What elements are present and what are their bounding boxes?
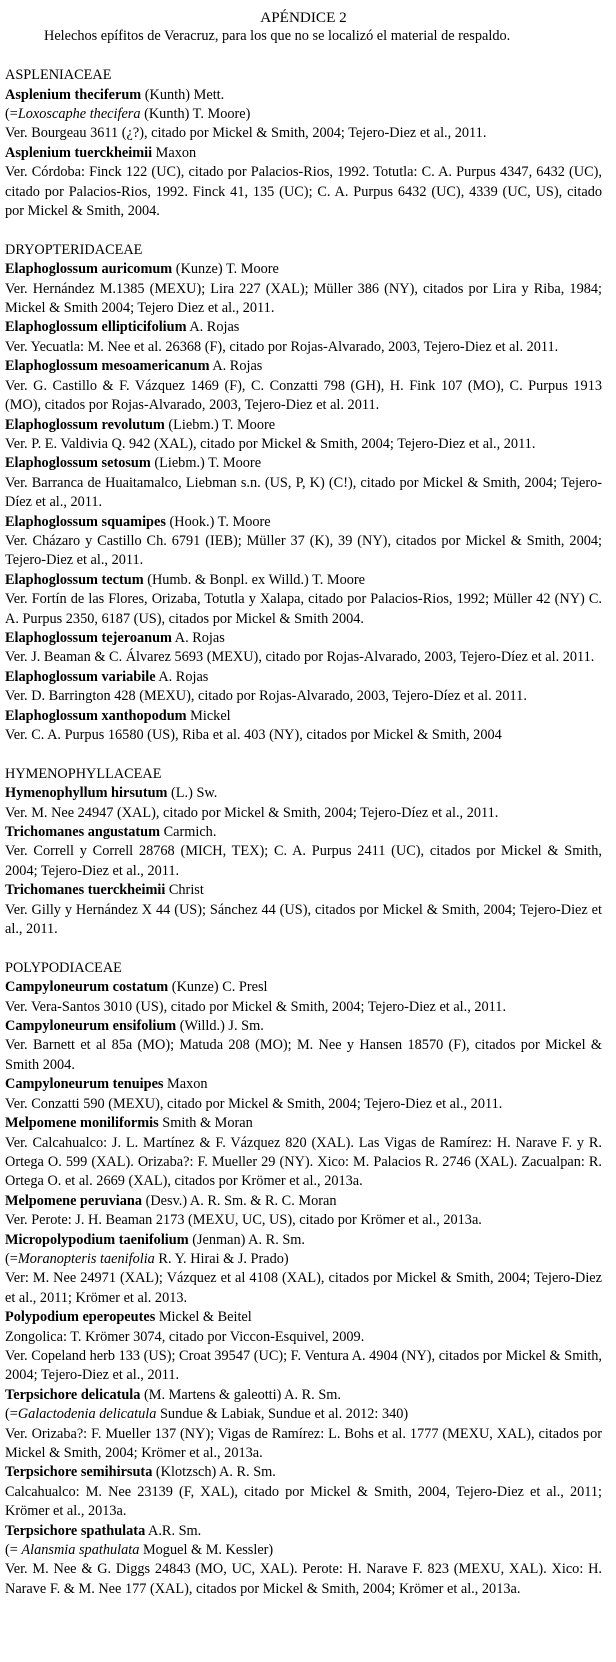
species-name: Campyloneurum costatum (5, 979, 169, 996)
citation-paragraph: Ver. Barnett et al 85a (MO); Matuda 208 (MO); M. Nee y Hansen 18570 (F), citados por Mickel & Smith 2004. (5, 1037, 602, 1073)
citation-paragraph: Ver. Calcahualco: J. L. Martínez & F. Vázquez 820 (XAL). Las Vigas de Ramírez: H. Narave F. y R. Ortega O. 599 (XAL). Orizaba?: F. Mueller 29 (NY). Xico: M. Palacios R. 2746 (XAL). Zacualpan: R. Ortega O. et al. 2669 (XAL), citados por Krömer et al., 2013a. (5, 1134, 602, 1190)
species-name: Terpsichore semihirsuta (5, 1464, 153, 1481)
species-heading (5, 357, 602, 376)
synonym-open-paren: (= (5, 1406, 18, 1423)
species-heading (5, 1017, 602, 1036)
species-heading (5, 629, 602, 648)
species-heading (5, 823, 602, 842)
species-heading (5, 1463, 602, 1482)
species-entry (5, 513, 602, 571)
species-heading (5, 784, 602, 803)
species-authority: A. Rojas (155, 668, 209, 685)
citation-paragraph: Ver. Córdoba: Finck 122 (UC), citado por Palacios-Rios, 1992. Totutla: C. A. Purpus 4347, 6432 (UC), citado por Palacios-Rios, 1992. Finck 41, 135 (UC); C. A. Purpus 6432 (UC), 4339 (UC, US), citado por Mickel & Smith, 2004. (5, 164, 602, 220)
synonym-authority: (Kunth) T. Moore) (140, 106, 251, 123)
species-heading (5, 571, 602, 590)
species-heading (5, 86, 602, 105)
species-entry (5, 784, 602, 823)
species-name: Elaphoglossum squamipes (5, 513, 166, 530)
species-authority: (Kunze) T. Moore (172, 261, 279, 278)
species-heading (5, 1386, 602, 1405)
species-entry (5, 260, 602, 318)
species-heading (5, 1192, 602, 1211)
species-name: Elaphoglossum xanthopodum (5, 707, 187, 724)
species-heading (5, 1075, 602, 1094)
species-authority: Maxon (152, 144, 197, 161)
family-section (5, 959, 602, 1599)
citation-paragraph: Ver. Fortín de las Flores, Orizaba, Totutla y Xalapa, citado por Palacios-Rios, 1992; Müller 42 (NY) C. A. Purpus 2350, 6187 (US), citados por Mickel & Smith 2004. (5, 591, 602, 627)
species-authority: A. Rojas (209, 358, 263, 375)
synonym-name: Moranopteris taenifolia (17, 1250, 155, 1267)
species-entry (5, 416, 602, 455)
species-entry (5, 629, 602, 668)
citation-paragraph: Ver. J. Beaman & C. Álvarez 5693 (MEXU), citado por Rojas-Alvarado, 2003, Tejero-Díez et al. 2011. (5, 649, 595, 666)
species-heading (5, 668, 602, 687)
species-name: Trichomanes angustatum (5, 824, 161, 841)
species-entry (5, 1075, 602, 1114)
citation-paragraph: Ver. Bourgeau 3611 (¿?), citado por Mickel & Smith, 2004; Tejero-Diez et al., 2011. (5, 125, 487, 142)
species-name: Campyloneurum tenuipes (5, 1076, 164, 1093)
synonym-authority: Sundue & Labiak, Sundue et al. 2012: 340) (156, 1406, 409, 1423)
synonym-authority: R. Y. Hirai & J. Prado) (154, 1250, 289, 1267)
species-heading (5, 260, 602, 279)
citation-paragraph: Ver. C. A. Purpus 16580 (US), Riba et al. 403 (NY), citados por Mickel & Smith, 2004 (5, 727, 502, 743)
species-entry (5, 1463, 602, 1521)
synonym-name: Alansmia spathulata (21, 1542, 140, 1559)
species-heading (5, 978, 602, 997)
species-authority: Carmich. (160, 824, 217, 841)
species-entry (5, 881, 602, 939)
species-heading (5, 1308, 602, 1327)
species-name: Asplenium tuerckheimii (5, 144, 153, 161)
synonym-authority: Moguel & M. Kessler) (139, 1542, 274, 1559)
species-entry (5, 823, 602, 881)
page-title: APÉNDICE 2 (260, 9, 347, 26)
species-name: Melpomene peruviana (5, 1192, 143, 1209)
family-name: HYMENOPHYLLACEAE (5, 765, 162, 782)
family-section (5, 765, 602, 940)
species-name: Terpsichore spathulata (5, 1522, 146, 1539)
species-entry (5, 357, 602, 415)
species-heading (5, 454, 602, 473)
species-name: Elaphoglossum ellipticifolium (5, 319, 187, 336)
citation-paragraph: Ver. Conzatti 590 (MEXU), citado por Mickel & Smith, 2004; Tejero-Diez et al., 2011. (5, 1095, 503, 1112)
species-name: Campyloneurum ensifolium (5, 1018, 177, 1035)
species-entry (5, 668, 602, 707)
species-authority: (Hook.) T. Moore (165, 513, 271, 530)
species-authority: (Kunze) C. Presl (168, 979, 268, 996)
citation-paragraph: Ver. Perote: J. H. Beaman 2173 (MEXU, UC, US), citado por Krömer et al., 2013a. (5, 1212, 482, 1229)
citation-paragraph: Ver. G. Castillo & F. Vázquez 1469 (F), C. Conzatti 798 (GH), H. Fink 107 (MO), C. Purpus 1913 (MO), citados por Rojas-Alvarado, 2003, Tejero-Diez et al. 2011. (5, 377, 602, 414)
species-name: Elaphoglossum mesoamericanum (5, 358, 210, 375)
citation-paragraph: Ver. Yecuatla: M. Nee et al. 26368 (F), citado por Rojas-Alvarado, 2003, Tejero-Diez et al. 2011. (5, 338, 559, 355)
species-name: Micropolypodium taenifolium (5, 1231, 189, 1248)
species-entry (5, 454, 602, 512)
synonym-line (5, 1405, 602, 1424)
species-heading (5, 1522, 602, 1541)
citation-paragraph: Ver. Cházaro y Castillo Ch. 6791 (IEB); Müller 37 (K), 39 (NY), citados por Mickel & Smith, 2004; Tejero-Diez et al., 2011. (5, 532, 602, 569)
family-section (5, 241, 602, 746)
species-authority: Maxon (163, 1076, 208, 1093)
species-authority: A. Rojas (186, 319, 240, 336)
species-entry (5, 707, 602, 746)
species-name: Elaphoglossum variabile (5, 668, 156, 685)
species-authority: (Klotzsch) A. R. Sm. (152, 1464, 276, 1481)
citation-paragraph: Ver. M. Nee 24947 (XAL), citado por Mickel & Smith, 2004; Tejero-Díez et al., 2011. (5, 804, 499, 821)
species-authority: Smith & Moran (158, 1115, 253, 1132)
synonym-open-paren: (= (5, 106, 18, 123)
species-entry (5, 978, 602, 1017)
citation-paragraph: Ver. Correll y Correll 28768 (MICH, TEX); C. A. Purpus 2411 (UC), citados por Mickel & Smith, 2004; Tejero-Diez et al., 2011. (5, 843, 602, 879)
citation-paragraph: Ver. M. Nee & G. Diggs 24843 (MO, UC, XAL). Perote: H. Narave F. 823 (MEXU, XAL). Xico: H. Narave F. & M. Nee 177 (XAL), citados por Mickel & Smith, 2004; Krömer et al., 2013a. (5, 1561, 602, 1597)
species-heading (5, 1231, 602, 1250)
synonym-name: Loxoscaphe thecifera (17, 106, 141, 123)
species-name: Elaphoglossum tectum (5, 571, 144, 588)
citation-paragraph: Ver. Hernández M.1385 (MEXU); Lira 227 (XAL); Müller 386 (NY), citados por Lira y Riba, 1984; Mickel & Smith 2004; Tejero Diez et al., 2011. (5, 280, 602, 317)
species-entry (5, 318, 602, 357)
species-authority: (Desv.) A. R. Sm. & R. C. Moran (142, 1192, 337, 1209)
citation-paragraph: Ver. Barranca de Huaitamalco, Liebman s.n. (US, P, K) (C!), citado por Mickel & Smith, 2004; Tejero-Díez et al., 2011. (5, 474, 602, 511)
species-name: Polypodium eperopeutes (5, 1309, 156, 1326)
species-entry (5, 571, 602, 629)
citation-paragraph: Ver. D. Barrington 428 (MEXU), citado por Rojas-Alvarado, 2003, Tejero-Díez et al. 2011. (5, 688, 527, 705)
citation-paragraph: Zongolica: T. Krömer 3074, citado por Viccon-Esquivel, 2009. (5, 1328, 365, 1345)
species-authority: A. Rojas (171, 629, 225, 646)
citation-paragraph: Ver. Orizaba?: F. Mueller 137 (NY); Vigas de Ramírez: L. Bohs et al. 1777 (MEXU, XAL), citados por Mickel & Smith, 2004; Krömer et al., 2013a. (5, 1425, 602, 1461)
species-authority: (Jenman) A. R. Sm. (188, 1231, 305, 1248)
species-name: Melpomene moniliformis (5, 1115, 159, 1132)
synonym-line (5, 1541, 602, 1560)
species-entry (5, 1114, 602, 1192)
species-authority: Christ (165, 882, 204, 899)
synonym-line (5, 105, 602, 124)
family-name: DRYOPTERIDACEAE (5, 241, 143, 258)
species-name: Hymenophyllum hirsutum (5, 785, 168, 802)
species-name: Trichomanes tuerckheimii (5, 882, 166, 899)
page-subtitle: Helechos epífitos de Veracruz, para los que no se localizó el material de respaldo. (44, 28, 511, 45)
species-entry (5, 1231, 602, 1309)
species-authority: (Liebm.) T. Moore (150, 455, 262, 472)
species-entry (5, 1386, 602, 1464)
species-entry (5, 1522, 602, 1600)
synonym-open-paren: (= (5, 1542, 22, 1559)
species-heading (5, 144, 602, 163)
species-authority: (Humb. & Bonpl. ex Willd.) T. Moore (143, 571, 366, 588)
citation-paragraph: Ver. Gilly y Hernández X 44 (US); Sánchez 44 (US), citados por Mickel & Smith, 2004; Tejero-Diez et al., 2011. (5, 901, 602, 938)
synonym-line (5, 1250, 602, 1269)
family-name: ASPLENIACEAE (5, 67, 112, 84)
species-name: Asplenium theciferum (5, 86, 142, 103)
species-authority: A.R. Sm. (145, 1522, 202, 1539)
species-entry (5, 1192, 602, 1231)
family-name: POLYPODIACEAE (5, 959, 122, 976)
citation-paragraph: Calcahualco: M. Nee 23139 (F, XAL), citado por Mickel & Smith, 2004, Tejero-Diez et al., 2011; Krömer et al., 2013a. (5, 1483, 602, 1520)
species-heading (5, 881, 602, 900)
synonym-open-paren: (= (5, 1250, 18, 1267)
species-heading (5, 416, 602, 435)
species-authority: (Willd.) J. Sm. (176, 1018, 264, 1035)
synonym-name: Galactodenia delicatula (17, 1406, 157, 1423)
citation-paragraph: Ver. Copeland herb 133 (US); Croat 39547 (UC); F. Ventura A. 4904 (NY), citados por Mickel & Smith, 2004; Tejero-Diez et al., 2011. (5, 1347, 602, 1384)
species-authority: (L.) Sw. (167, 785, 218, 802)
species-entry (5, 1017, 602, 1075)
species-name: Elaphoglossum tejeroanum (5, 629, 172, 646)
species-name: Elaphoglossum revolutum (5, 416, 165, 433)
species-name: Terpsichore delicatula (5, 1386, 141, 1403)
species-authority: (Liebm.) T. Moore (164, 416, 276, 433)
species-entry (5, 1308, 602, 1386)
citation-paragraph: Ver. P. E. Valdivia Q. 942 (XAL), citado por Mickel & Smith, 2004; Tejero-Diez et al., 2011. (5, 435, 536, 452)
species-authority: (Kunth) Mett. (141, 86, 225, 103)
species-entry (5, 144, 602, 222)
species-heading (5, 513, 602, 532)
species-authority: Mickel & Beitel (155, 1309, 252, 1326)
species-heading (5, 1114, 602, 1133)
species-authority: (M. Martens & galeotti) A. R. Sm. (140, 1386, 341, 1403)
citation-paragraph: Ver: M. Nee 24971 (XAL); Vázquez et al 4108 (XAL), citados por Mickel & Smith, 2004; Tejero-Diez et al., 2011; Krömer et al. 2013. (5, 1270, 602, 1306)
species-entry (5, 86, 602, 144)
family-section (5, 66, 602, 221)
species-name: Elaphoglossum setosum (5, 455, 151, 472)
species-heading (5, 318, 602, 337)
species-authority: Mickel (186, 707, 231, 724)
species-name: Elaphoglossum auricomum (5, 261, 173, 278)
citation-paragraph: Ver. Vera-Santos 3010 (US), citado por Mickel & Smith, 2004; Tejero-Diez et al., 2011. (5, 998, 507, 1015)
families-list (5, 66, 602, 1599)
species-heading (5, 707, 602, 726)
